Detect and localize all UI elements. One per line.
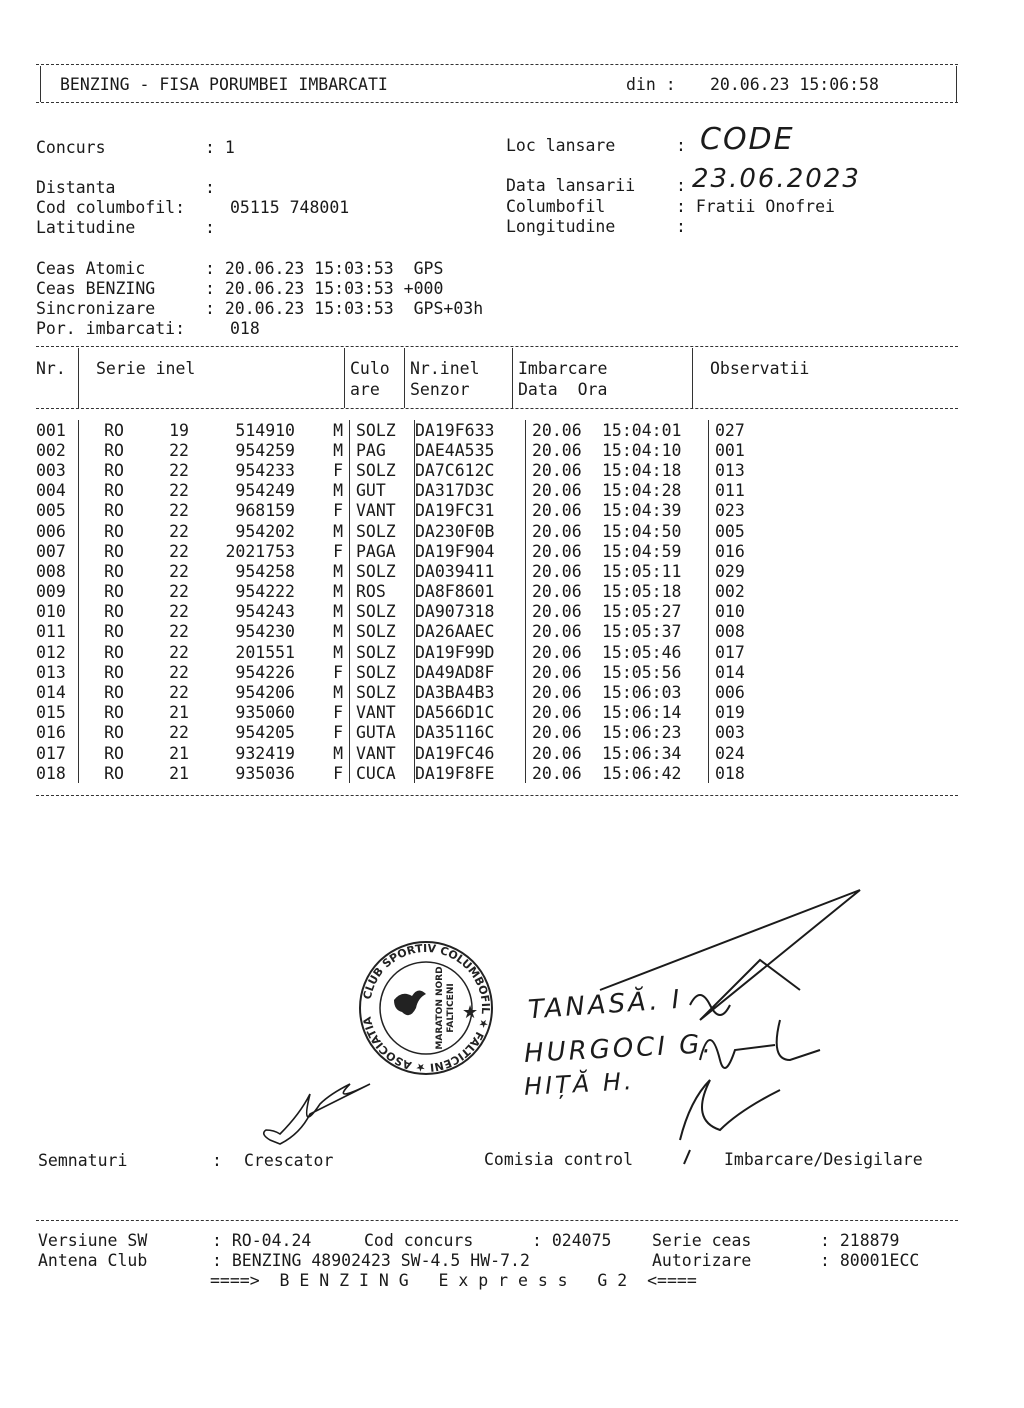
cell-nr: 017: [36, 743, 66, 763]
handwritten-name-3: HIȚĂ H.: [523, 1067, 636, 1101]
cell-culoare: SOLZ: [350, 420, 415, 440]
cell-ora: 15:06:42: [602, 763, 682, 783]
col-header-serie-inel: Serie inel: [96, 359, 196, 378]
versiune-label: Versiune SW: [38, 1231, 148, 1250]
cell-tara: RO: [79, 561, 150, 581]
antena-label: Antena Club: [38, 1251, 148, 1270]
cell-sex: M: [333, 420, 343, 440]
cell-nr: 004: [36, 481, 66, 501]
por-imbarcati-label: Por. imbarcati:: [36, 319, 186, 338]
loc-lansare-colon: :: [676, 136, 686, 155]
latitudine-label: Latitudine: [36, 218, 136, 237]
cell-ora: 15:06:14: [602, 703, 682, 723]
cell-senzor: DA19F8FE: [415, 763, 526, 783]
cell-ora: 15:05:56: [602, 662, 682, 682]
cell-tara: RO: [79, 642, 150, 662]
ceas-atomic-value: : 20.06.23 15:03:53 GPS: [205, 259, 444, 278]
cod-columbofil-value: 05115 748001: [230, 198, 350, 217]
col-header-data-ora: Data Ora: [518, 380, 608, 399]
cell-serie: 954230: [235, 622, 295, 642]
loc-lansare-label: Loc lansare: [506, 136, 616, 155]
cell-tara: RO: [79, 622, 150, 642]
cell-an: 19: [169, 420, 189, 440]
cell-obs: 002: [709, 582, 745, 602]
cell-sex: M: [333, 602, 343, 622]
sincronizare-label: Sincronizare: [36, 299, 156, 318]
cod-concurs-value: : 024075: [532, 1231, 612, 1250]
cell-sex: M: [333, 561, 343, 581]
cell-tara: RO: [79, 481, 150, 501]
ceas-benzing-label: Ceas BENZING: [36, 279, 156, 298]
col-header-culoare-1: Culo: [350, 359, 390, 378]
cell-nr: 006: [36, 521, 66, 541]
cell-culoare: CUCA: [350, 763, 415, 783]
cell-an: 22: [169, 561, 189, 581]
cell-sex: M: [333, 622, 343, 642]
ceas-benzing-value: : 20.06.23 15:03:53 +000: [205, 279, 444, 298]
cell-data: 20.06: [526, 743, 603, 763]
distanta-label: Distanta: [36, 178, 116, 197]
cell-nr: 003: [36, 460, 66, 480]
cell-serie: 954226: [235, 662, 295, 682]
cell-ora: 15:04:59: [602, 541, 682, 561]
cell-senzor: DAE4A535: [415, 440, 526, 460]
cell-ora: 15:04:10: [602, 440, 682, 460]
cell-senzor: DA19FC31: [415, 501, 526, 521]
cell-serie: 968159: [235, 501, 295, 521]
cell-obs: 006: [709, 682, 745, 702]
cell-culoare: SOLZ: [350, 602, 415, 622]
cell-culoare: SOLZ: [350, 460, 415, 480]
cell-obs: 019: [709, 703, 745, 723]
cell-tara: RO: [79, 763, 150, 783]
handwritten-name-2: HURGOCI G.: [523, 1029, 715, 1069]
cell-an: 21: [169, 743, 189, 763]
cell-culoare: PAGA: [350, 541, 415, 561]
cell-data: 20.06: [526, 460, 603, 480]
cell-an: 22: [169, 662, 189, 682]
cell-sex: F: [333, 460, 343, 480]
cell-culoare: GUT: [350, 481, 415, 501]
col-header-imbarcare: Imbarcare: [518, 359, 608, 378]
handwritten-name-1: TANASĂ. I: [527, 984, 684, 1026]
cell-an: 22: [169, 460, 189, 480]
cell-tara: RO: [79, 460, 150, 480]
col-header-nr-inel: Nr.inel: [410, 359, 480, 378]
serie-ceas-value: : 218879: [820, 1231, 900, 1250]
crescator-label: Crescator: [244, 1151, 334, 1170]
antena-value: : BENZING 48902423 SW-4.5 HW-7.2: [212, 1251, 530, 1270]
cell-sex: F: [333, 662, 343, 682]
cell-an: 22: [169, 683, 189, 703]
cell-data: 20.06: [526, 420, 603, 440]
cell-obs: 027: [709, 420, 745, 440]
cell-an: 22: [169, 582, 189, 602]
cell-serie: 954243: [235, 602, 295, 622]
cell-nr: 015: [36, 703, 66, 723]
cell-ora: 15:05:18: [602, 582, 682, 602]
cell-serie: 2021753: [225, 541, 295, 561]
cell-obs: 016: [709, 541, 745, 561]
cell-tara: RO: [79, 420, 150, 440]
cell-culoare: SOLZ: [350, 561, 415, 581]
cell-sex: F: [333, 723, 343, 743]
cell-culoare: SOLZ: [350, 642, 415, 662]
cell-an: 22: [169, 501, 189, 521]
cell-serie: 954259: [235, 440, 295, 460]
cell-serie: 935060: [235, 703, 295, 723]
cell-senzor: DA19F904: [415, 541, 526, 561]
concurs-value: : 1: [205, 138, 235, 157]
cell-senzor: DA907318: [415, 602, 526, 622]
cell-data: 20.06: [526, 723, 603, 743]
cell-ora: 15:05:11: [602, 561, 682, 581]
cell-data: 20.06: [526, 642, 603, 662]
cell-tara: RO: [79, 541, 150, 561]
cell-ora: 15:06:23: [602, 723, 682, 743]
cod-concurs-label: Cod concurs: [364, 1231, 474, 1250]
cell-ora: 15:06:34: [602, 743, 682, 763]
cell-senzor: DA566D1C: [415, 703, 526, 723]
autorizare-label: Autorizare: [652, 1251, 752, 1270]
cell-serie: 932419: [235, 743, 295, 763]
cell-senzor: DA8F8601: [415, 582, 526, 602]
cell-obs: 024: [709, 743, 745, 763]
cell-data: 20.06: [526, 582, 603, 602]
cell-sex: M: [333, 521, 343, 541]
cell-an: 22: [169, 481, 189, 501]
cell-serie: 514910: [235, 420, 295, 440]
cell-culoare: GUTA: [350, 723, 415, 743]
cell-tara: RO: [79, 521, 150, 541]
footer-rule: [36, 1220, 958, 1221]
por-imbarcati-value: 018: [230, 319, 260, 338]
cell-tara: RO: [79, 440, 150, 460]
cell-culoare: PAG: [350, 440, 415, 460]
data-lansarii-label: Data lansarii: [506, 176, 636, 195]
cell-nr: 016: [36, 723, 66, 743]
cell-tara: RO: [79, 582, 150, 602]
cell-data: 20.06: [526, 541, 603, 561]
cell-data: 20.06: [526, 622, 603, 642]
cell-obs: 014: [709, 662, 745, 682]
cell-data: 20.06: [526, 662, 603, 682]
columbofil-label: Columbofil: [506, 197, 606, 216]
semnaturi-label: Semnaturi: [38, 1151, 128, 1170]
autorizare-value: : 80001ECC: [820, 1251, 920, 1270]
cell-obs: 008: [709, 622, 745, 642]
cell-culoare: VANT: [350, 743, 415, 763]
cell-tara: RO: [79, 743, 150, 763]
cell-culoare: SOLZ: [350, 682, 415, 702]
cell-an: 22: [169, 622, 189, 642]
cell-ora: 15:04:18: [602, 460, 682, 480]
serie-ceas-label: Serie ceas: [652, 1231, 752, 1250]
cell-an: 22: [169, 602, 189, 622]
cell-data: 20.06: [526, 763, 603, 783]
cell-data: 20.06: [526, 703, 603, 723]
latitudine-value: :: [205, 218, 215, 237]
cell-senzor: DA19F99D: [415, 642, 526, 662]
cell-senzor: DA7C612C: [415, 460, 526, 480]
cell-data: 20.06: [526, 682, 603, 702]
stamp-center-line1: MARATON NORD: [435, 966, 445, 1050]
cell-culoare: VANT: [350, 501, 415, 521]
cell-obs: 029: [709, 561, 745, 581]
cell-sex: F: [333, 501, 343, 521]
longitudine-value: :: [676, 217, 686, 236]
cell-serie: 954249: [235, 481, 295, 501]
cell-serie: 935036: [235, 763, 295, 783]
cell-senzor: DA230F0B: [415, 521, 526, 541]
cell-nr: 007: [36, 541, 66, 561]
cell-serie: 954206: [235, 683, 295, 703]
cell-culoare: SOLZ: [350, 622, 415, 642]
stamp-ring-text: CLUB SPORTIV COLUMBOFIL ★ FALTICENI ★ ASOCIATIA: [360, 941, 493, 1075]
cell-serie: 954258: [235, 561, 295, 581]
cell-sex: M: [333, 440, 343, 460]
col-header-observatii: Observatii: [710, 359, 810, 378]
sincronizare-value: : 20.06.23 15:03:53 GPS+03h: [205, 299, 484, 318]
cell-nr: 008: [36, 561, 66, 581]
cell-sex: M: [333, 582, 343, 602]
cell-tara: RO: [79, 662, 150, 682]
cell-nr: 001: [36, 420, 66, 440]
cell-nr: 009: [36, 582, 66, 602]
cell-ora: 15:04:39: [602, 501, 682, 521]
cell-senzor: DA26AAEC: [415, 622, 526, 642]
columbofil-value: : Fratii Onofrei: [676, 197, 835, 216]
cell-ora: 15:05:37: [602, 622, 682, 642]
cell-nr: 014: [36, 683, 66, 703]
longitudine-label: Longitudine: [506, 217, 616, 236]
cell-sex: F: [333, 763, 343, 783]
cell-ora: 15:04:28: [602, 481, 682, 501]
cell-sex: F: [333, 541, 343, 561]
cell-nr: 010: [36, 602, 66, 622]
cell-data: 20.06: [526, 561, 603, 581]
cell-an: 21: [169, 703, 189, 723]
cell-obs: 005: [709, 521, 745, 541]
stamp-center-line2: FALTICENI: [446, 983, 456, 1033]
cell-sex: F: [333, 703, 343, 723]
cell-serie: 201551: [235, 642, 295, 662]
cell-tara: RO: [79, 723, 150, 743]
din-label: din :: [626, 75, 676, 94]
cell-sex: M: [333, 481, 343, 501]
cell-ora: 15:06:03: [602, 683, 682, 703]
cell-ora: 15:04:01: [602, 420, 682, 440]
svg-text:★: ★: [462, 1002, 479, 1023]
cell-ora: 15:05:46: [602, 642, 682, 662]
col-header-nr: Nr.: [36, 359, 66, 378]
cell-culoare: SOLZ: [350, 521, 415, 541]
cell-obs: 003: [709, 723, 745, 743]
cell-obs: 010: [709, 602, 745, 622]
cell-serie: 954202: [235, 521, 295, 541]
data-lansarii-value: 23.06.2023: [692, 164, 861, 194]
cell-tara: RO: [79, 501, 150, 521]
cell-serie: 954233: [235, 460, 295, 480]
cell-data: 20.06: [526, 481, 603, 501]
cell-nr: 002: [36, 440, 66, 460]
cell-nr: 005: [36, 501, 66, 521]
cell-nr: 012: [36, 642, 66, 662]
cell-an: 22: [169, 521, 189, 541]
cell-tara: RO: [79, 682, 150, 702]
semnaturi-colon: :: [212, 1151, 222, 1170]
cell-senzor: DA19F633: [415, 420, 526, 440]
cell-ora: 15:04:50: [602, 521, 682, 541]
cell-senzor: DA317D3C: [415, 481, 526, 501]
benzing-express-banner: ====> B E N Z I N G E x p r e s s G 2 <====: [210, 1271, 697, 1290]
col-header-culoare-2: are: [350, 380, 380, 399]
cell-data: 20.06: [526, 521, 603, 541]
cell-serie: 954222: [235, 582, 295, 602]
cell-obs: 013: [709, 460, 745, 480]
col-header-senzor: Senzor: [410, 380, 470, 399]
cell-data: 20.06: [526, 602, 603, 622]
cell-an: 22: [169, 723, 189, 743]
cell-nr: 011: [36, 622, 66, 642]
cell-an: 21: [169, 763, 189, 783]
cell-sex: M: [333, 743, 343, 763]
cell-sex: M: [333, 683, 343, 703]
cell-senzor: DA19FC46: [415, 743, 526, 763]
cell-senzor: DA35116C: [415, 723, 526, 743]
cell-an: 22: [169, 642, 189, 662]
document-title: BENZING - FISA PORUMBEI IMBARCATI: [60, 75, 388, 94]
cell-serie: 954205: [235, 723, 295, 743]
cell-data: 20.06: [526, 501, 603, 521]
cell-an: 22: [169, 440, 189, 460]
cell-tara: RO: [79, 602, 150, 622]
cell-obs: 023: [709, 501, 745, 521]
cell-ora: 15:05:27: [602, 602, 682, 622]
imbarcare-desigilare-label: Imbarcare/Desigilare: [724, 1150, 923, 1169]
cell-culoare: VANT: [350, 703, 415, 723]
distanta-value: :: [205, 178, 215, 197]
ceas-atomic-label: Ceas Atomic: [36, 259, 146, 278]
cell-data: 20.06: [526, 440, 603, 460]
cod-columbofil-label: Cod columbofil:: [36, 198, 186, 217]
versiune-value: : RO-04.24: [212, 1231, 312, 1250]
din-value: 20.06.23 15:06:58: [710, 75, 879, 94]
cell-obs: 018: [709, 763, 745, 783]
cell-culoare: SOLZ: [350, 662, 415, 682]
concurs-label: Concurs: [36, 138, 106, 157]
cell-senzor: DA039411: [415, 561, 526, 581]
cell-tara: RO: [79, 703, 150, 723]
cell-culoare: ROS: [350, 582, 415, 602]
cell-obs: 001: [709, 440, 745, 460]
cell-an: 22: [169, 541, 189, 561]
cell-sex: M: [333, 642, 343, 662]
data-lansarii-colon: :: [676, 176, 686, 195]
cell-obs: 011: [709, 481, 745, 501]
loc-lansare-value: CODE: [700, 122, 795, 157]
cell-senzor: DA3BA4B3: [415, 682, 526, 702]
cell-obs: 017: [709, 642, 745, 662]
comisia-control-label: Comisia control: [484, 1150, 634, 1169]
cell-nr: 013: [36, 662, 66, 682]
cell-senzor: DA49AD8F: [415, 662, 526, 682]
cell-nr: 018: [36, 763, 66, 783]
